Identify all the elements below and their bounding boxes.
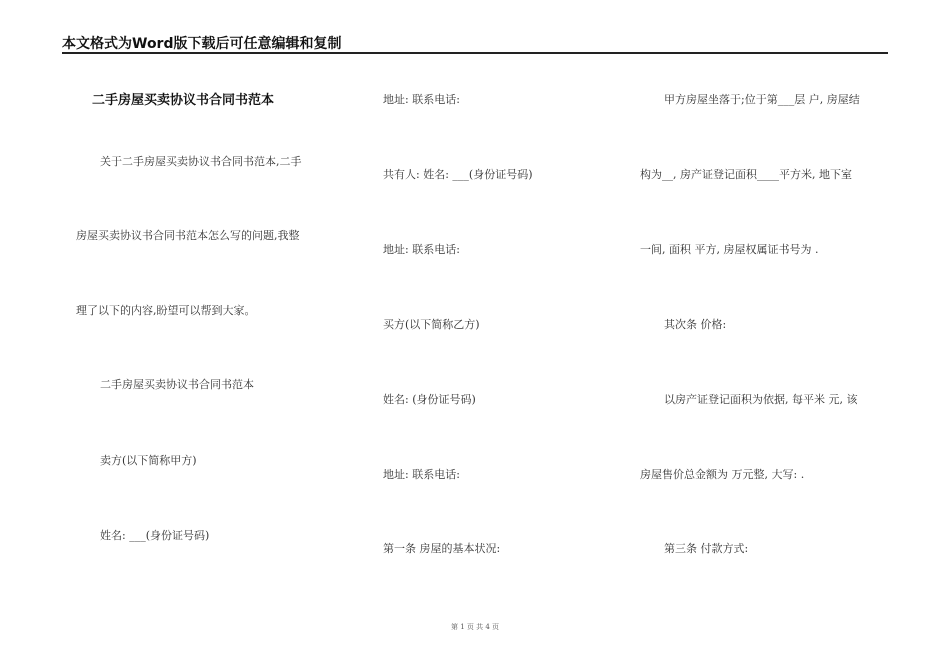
paragraph-line: 买方(以下简称乙方) <box>383 318 480 331</box>
paragraph-line: 一间, 面积 平方, 房屋权属证书号为 . <box>640 243 819 256</box>
paragraph-line: 房屋买卖协议书合同书范本怎么写的问题,我整 <box>76 229 300 242</box>
document-title: 二手房屋买卖协议书合同书范本 <box>92 93 275 108</box>
paragraph-line: 理了以下的内容,盼望可以帮到大家。 <box>76 304 256 317</box>
paragraph-line: 地址: 联系电话: <box>383 243 460 256</box>
paragraph-line: 关于二手房屋买卖协议书合同书范本,二手 <box>100 155 302 168</box>
paragraph-line: 甲方房屋坐落于;位于第___层 户, 房屋结 <box>664 93 860 106</box>
paragraph-line: 以房产证登记面积为依据, 每平米 元, 该 <box>664 393 858 406</box>
header-divider <box>62 52 888 54</box>
paragraph-line: 姓名: (身份证号码) <box>383 393 476 406</box>
section-heading: 第三条 付款方式: <box>664 542 749 555</box>
page-number-footer: 第 1 页 共 4 页 <box>450 623 500 631</box>
paragraph-line: 卖方(以下简称甲方) <box>100 454 197 467</box>
paragraph-line: 构为__, 房产证登记面积____平方米, 地下室 <box>640 168 852 181</box>
paragraph-line: 房屋售价总金额为 万元整, 大写: . <box>640 468 805 481</box>
paragraph-line: 地址: 联系电话: <box>383 468 460 481</box>
paragraph-line: 姓名: ___(身份证号码) <box>100 529 210 542</box>
section-heading: 二手房屋买卖协议书合同书范本 <box>100 378 254 391</box>
section-heading: 第一条 房屋的基本状况: <box>383 542 501 555</box>
document-header-banner: 本文格式为Word版下载后可任意编辑和复制 <box>62 36 342 52</box>
paragraph-line: 共有人: 姓名: ___(身份证号码) <box>383 168 533 181</box>
section-heading: 其次条 价格: <box>664 318 727 331</box>
paragraph-line: 地址: 联系电话: <box>383 93 460 106</box>
